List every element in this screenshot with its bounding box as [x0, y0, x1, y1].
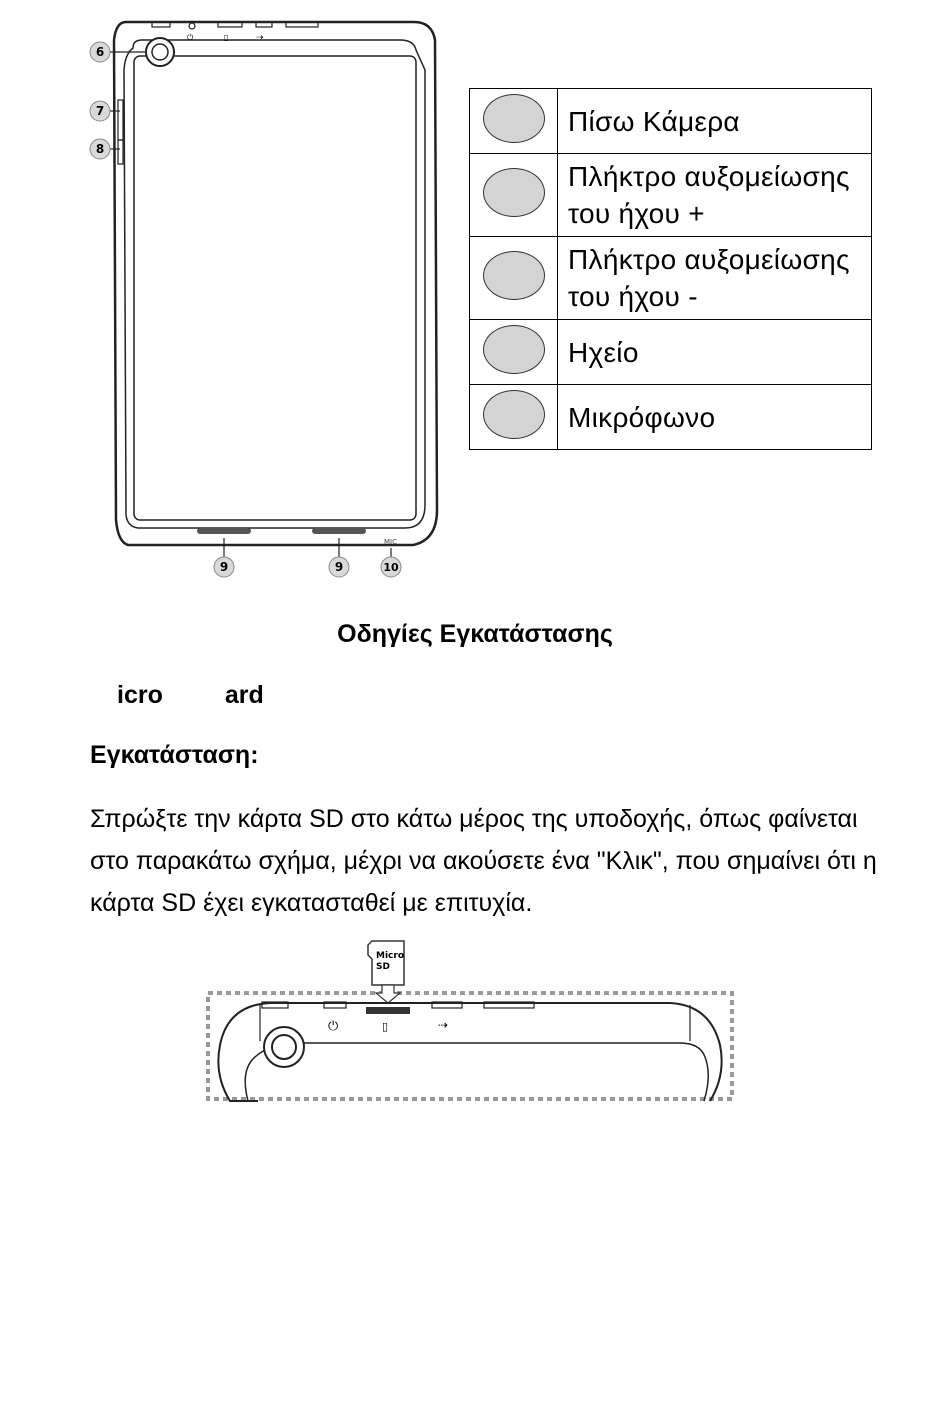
- sd-card-icon: ▯: [224, 33, 229, 42]
- micro-sd-subtitle: [117, 681, 264, 710]
- legend-label: Πλήκτρο αυξομείωσης του ήχου +: [558, 154, 872, 237]
- svg-text:6: 6: [95, 45, 105, 59]
- legend-row: [470, 89, 872, 154]
- usb-icon: ⇢: [256, 33, 264, 43]
- legend-label: Πλήκτρο αυξομείωσης του ήχου -: [558, 237, 872, 320]
- volume-minus-button: [118, 140, 123, 164]
- microsd-insertion-diagram: [200, 935, 740, 1105]
- legend-number-oval: [483, 94, 545, 143]
- section-title: Οδηγίες Εγκατάστασης: [337, 620, 613, 648]
- usb-icon: ⇢: [438, 1018, 449, 1032]
- legend-row: [470, 385, 872, 450]
- legend-number-cell: [470, 320, 558, 385]
- subtitle-part-1: icro: [117, 681, 163, 709]
- svg-text:8: 8: [95, 142, 105, 156]
- port-microsd: [366, 1007, 410, 1014]
- rear-camera: [264, 1027, 304, 1067]
- callout-10: [381, 557, 401, 577]
- legend-label: Ηχείο: [558, 320, 872, 385]
- callout-8: [90, 139, 110, 159]
- legend-table: [469, 88, 872, 450]
- callout-7: [90, 101, 110, 121]
- power-symbol-icon: ⏻: [187, 33, 194, 42]
- install-paragraph: Σπρώξτε την κάρτα SD στο κάτω μέρος της υποδοχής, όπως φαίνεται στο παρακάτω σχήμα, μέχρι να ακούσετε ένα "Κλικ", που σημαίνει ότι η κάρτα SD έχει εγκατασταθεί με επιτυχία.: [90, 805, 877, 917]
- legend-number-oval: [483, 168, 545, 217]
- speaker-right: [312, 528, 366, 534]
- callout-9-left: [214, 557, 234, 577]
- power-symbol-icon: ⏻: [328, 1019, 339, 1034]
- legend-row: [470, 154, 872, 237]
- tablet-back-diagram: [80, 10, 450, 585]
- install-heading: Εγκατάσταση:: [90, 741, 259, 769]
- subtitle-part-2: ard: [224, 681, 264, 709]
- svg-text:SD: SD: [376, 962, 390, 972]
- svg-text:Micro: Micro: [376, 951, 404, 961]
- rear-camera: [146, 38, 174, 66]
- legend-row: [470, 237, 872, 320]
- legend-number-cell: [470, 385, 558, 450]
- svg-text:10: 10: [383, 561, 399, 574]
- callout-6: [90, 42, 110, 62]
- legend-label: Μικρόφωνο: [558, 385, 872, 450]
- legend-number-cell: [470, 89, 558, 154]
- legend-number-cell: [470, 154, 558, 237]
- speaker-left: [197, 528, 251, 534]
- legend-row: [470, 320, 872, 385]
- svg-text:7: 7: [95, 104, 105, 118]
- microsd-card: [368, 941, 404, 985]
- svg-text:9: 9: [334, 560, 344, 574]
- legend-number-oval: [483, 325, 545, 374]
- tablet-inner-frame: [124, 40, 425, 528]
- volume-plus-button: [118, 100, 123, 140]
- callout-9-right: [329, 557, 349, 577]
- legend-number-oval: [483, 251, 545, 300]
- mic-label: MIC: [384, 538, 397, 546]
- legend-number-oval: [483, 390, 545, 439]
- legend-number-cell: [470, 237, 558, 320]
- tablet-top-inner: [245, 1043, 708, 1101]
- svg-text:9: 9: [219, 560, 229, 574]
- power-icon: [189, 23, 195, 29]
- sd-card-icon: ▯: [382, 1020, 389, 1033]
- tablet-back-panel: [134, 56, 416, 520]
- insert-arrow-icon: [376, 985, 400, 1003]
- tablet-outline: [114, 22, 437, 545]
- legend-label: Πίσω Κάμερα: [558, 89, 872, 154]
